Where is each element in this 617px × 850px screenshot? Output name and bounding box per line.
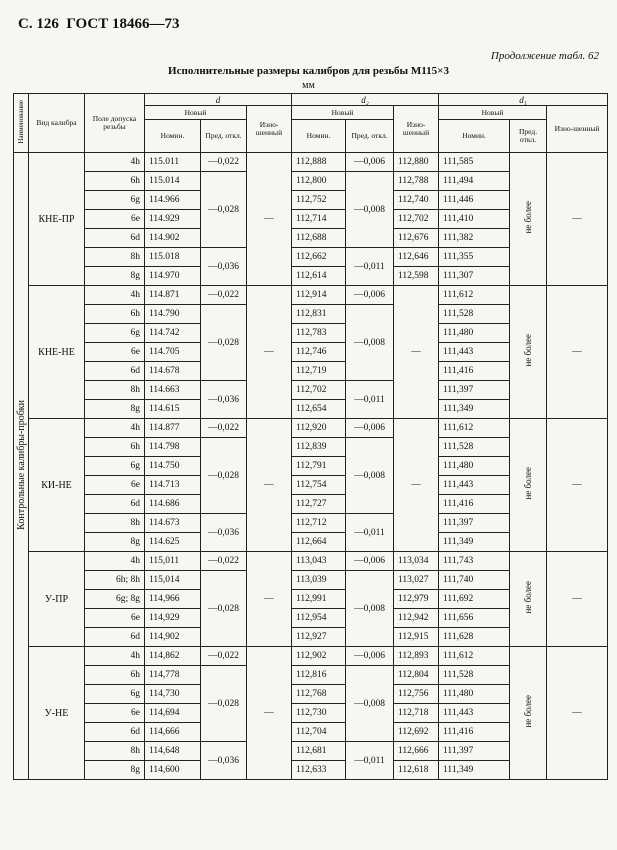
kind-cell: КНЕ-НЕ (29, 286, 85, 419)
d1-nom-cell: 111,349 (439, 400, 510, 419)
d-nom-cell: 114.686 (145, 495, 201, 514)
d2-nom-cell: 112,902 (292, 647, 346, 666)
d-worn-cell: — (247, 286, 292, 419)
col-header-d-worn: Изно-шенный (247, 106, 292, 153)
col-header-d: d (145, 94, 292, 106)
d1-nom-cell: 111,528 (439, 438, 510, 457)
d2-worn-cell: 112,718 (394, 704, 439, 723)
d-dev-cell: —0,028 (201, 666, 247, 742)
d1-nom-cell: 111,443 (439, 704, 510, 723)
d-nom-cell: 114,666 (145, 723, 201, 742)
d2-nom-cell: 112,791 (292, 457, 346, 476)
d2-nom-cell: 112,914 (292, 286, 346, 305)
d2-worn-cell: 112,740 (394, 191, 439, 210)
tolerance-cell: 4h (85, 419, 145, 438)
d1-nom-cell: 111,382 (439, 229, 510, 248)
tolerance-cell: 8h (85, 248, 145, 267)
d-nom-cell: 114.902 (145, 229, 201, 248)
d-dev-cell: —0,036 (201, 381, 247, 419)
d1-nom-cell: 111,656 (439, 609, 510, 628)
d2-worn-cell: 112,702 (394, 210, 439, 229)
d2-worn-cell: 112,804 (394, 666, 439, 685)
d-dev-cell: —0,036 (201, 514, 247, 552)
d-worn-cell: — (247, 647, 292, 780)
kind-cell: У-НЕ (29, 647, 85, 780)
d2-nom-cell: 112,783 (292, 324, 346, 343)
d-dev-cell: —0,028 (201, 305, 247, 381)
d1-worn-cell: — (547, 647, 608, 780)
d2-nom-cell: 112,712 (292, 514, 346, 533)
d1-nom-cell: 111,416 (439, 362, 510, 381)
d2-nom-cell: 112,730 (292, 704, 346, 723)
d2-worn-cell: — (394, 286, 439, 419)
d1-nom-cell: 111,416 (439, 495, 510, 514)
d2-nom-cell: 112,662 (292, 248, 346, 267)
d-nom-cell: 114,966 (145, 590, 201, 609)
d-dev-cell: —0,022 (201, 286, 247, 305)
tolerance-cell: 6g (85, 685, 145, 704)
d-nom-cell: 114.673 (145, 514, 201, 533)
d-nom-cell: 114.705 (145, 343, 201, 362)
col-header-name: Наименование (14, 94, 29, 153)
d2-dev-cell: —0,008 (346, 571, 394, 647)
d1-nom-cell: 111,397 (439, 381, 510, 400)
d2-worn-cell: 112,979 (394, 590, 439, 609)
d2-nom-cell: 112,681 (292, 742, 346, 761)
d2-dev-cell: —0,008 (346, 172, 394, 248)
d1-nom-cell: 111,355 (439, 248, 510, 267)
d-nom-cell: 114,694 (145, 704, 201, 723)
d1-nom-cell: 111,446 (439, 191, 510, 210)
tolerance-cell: 8g (85, 533, 145, 552)
d2-worn-cell: 112,676 (394, 229, 439, 248)
col-header-d-nom: Номин. (145, 120, 201, 153)
d1-nom-cell: 111,612 (439, 647, 510, 666)
d1-nom-cell: 111,740 (439, 571, 510, 590)
col-header-tolerance: Поле допуска резьбы (85, 94, 145, 153)
d2-dev-cell: —0,006 (346, 286, 394, 305)
d2-worn-cell: 112,646 (394, 248, 439, 267)
d1-dev-cell: не более (510, 286, 547, 419)
d-dev-cell: —0,036 (201, 742, 247, 780)
d2-nom-cell: 112,702 (292, 381, 346, 400)
col-header-d2-dev: Пред. откл. (346, 120, 394, 153)
d2-worn-cell: 112,880 (394, 153, 439, 172)
d2-worn-cell: 113,027 (394, 571, 439, 590)
d-worn-cell: — (247, 153, 292, 286)
d-nom-cell: 114,929 (145, 609, 201, 628)
d2-worn-cell: 112,618 (394, 761, 439, 780)
d1-nom-cell: 111,307 (439, 267, 510, 286)
d2-nom-cell: 113,043 (292, 552, 346, 571)
d1-nom-cell: 111,397 (439, 514, 510, 533)
d2-nom-cell: 112,991 (292, 590, 346, 609)
d2-nom-cell: 112,688 (292, 229, 346, 248)
d2-dev-cell: —0,008 (346, 438, 394, 514)
d-dev-cell: —0,036 (201, 248, 247, 286)
d-nom-cell: 115,014 (145, 571, 201, 590)
d2-nom-cell: 112,754 (292, 476, 346, 495)
d1-nom-cell: 111,612 (439, 419, 510, 438)
d1-dev-cell: не более (510, 153, 547, 286)
d1-nom-cell: 111,480 (439, 685, 510, 704)
d-dev-cell: —0,028 (201, 438, 247, 514)
d2-nom-cell: 112,704 (292, 723, 346, 742)
d-nom-cell: 114.750 (145, 457, 201, 476)
d1-nom-cell: 111,528 (439, 305, 510, 324)
col-header-kind: Вид калибра (29, 94, 85, 153)
d1-nom-cell: 111,480 (439, 324, 510, 343)
col-header-d2-worn: Изно-шенный (394, 106, 439, 153)
d1-nom-cell: 111,349 (439, 761, 510, 780)
table-row (14, 419, 608, 438)
d2-dev-cell: —0,006 (346, 419, 394, 438)
table-row (14, 552, 608, 571)
table-row (14, 647, 608, 666)
d-nom-cell: 114.678 (145, 362, 201, 381)
d2-worn-cell: 112,666 (394, 742, 439, 761)
d-nom-cell: 114.625 (145, 533, 201, 552)
tolerance-cell: 4h (85, 153, 145, 172)
d2-dev-cell: —0,011 (346, 381, 394, 419)
d-nom-cell: 114.713 (145, 476, 201, 495)
d-nom-cell: 114.970 (145, 267, 201, 286)
col-header-d2-new: Новый (292, 106, 394, 120)
d-nom-cell: 115.011 (145, 153, 201, 172)
d2-dev-cell: —0,006 (346, 647, 394, 666)
d1-nom-cell: 111,410 (439, 210, 510, 229)
tolerance-cell: 6d (85, 628, 145, 647)
d1-nom-cell: 111,585 (439, 153, 510, 172)
col-header-d1-worn: Изно-шенный (547, 106, 608, 153)
d2-dev-cell: —0,006 (346, 153, 394, 172)
d2-worn-cell: 112,942 (394, 609, 439, 628)
d2-nom-cell: 112,768 (292, 685, 346, 704)
d2-worn-cell: — (394, 419, 439, 552)
tolerance-cell: 6d (85, 723, 145, 742)
d2-nom-cell: 112,831 (292, 305, 346, 324)
d2-dev-cell: —0,011 (346, 742, 394, 780)
table-row (14, 153, 608, 172)
tolerance-cell: 8g (85, 400, 145, 419)
d-nom-cell: 114.877 (145, 419, 201, 438)
d1-nom-cell: 111,349 (439, 533, 510, 552)
table-title: Исполнительные размеры калибров для резьбы М115×3 (168, 65, 449, 77)
tolerance-cell: 4h (85, 552, 145, 571)
d2-dev-cell: —0,006 (346, 552, 394, 571)
d2-worn-cell: 112,692 (394, 723, 439, 742)
d-nom-cell: 114,730 (145, 685, 201, 704)
d-dev-cell: —0,028 (201, 571, 247, 647)
d2-worn-cell: 112,756 (394, 685, 439, 704)
tolerance-cell: 6e (85, 343, 145, 362)
d2-nom-cell: 112,816 (292, 666, 346, 685)
d2-nom-cell: 113,039 (292, 571, 346, 590)
group-label-cell: Контрольные калибры-пробки (14, 153, 29, 780)
tolerance-cell: 6e (85, 210, 145, 229)
tolerance-cell: 8g (85, 761, 145, 780)
tolerance-cell: 6h; 8h (85, 571, 145, 590)
d-dev-cell: —0,022 (201, 647, 247, 666)
d1-dev-cell: не более (510, 552, 547, 647)
d-nom-cell: 114,648 (145, 742, 201, 761)
d-nom-cell: 114.790 (145, 305, 201, 324)
standard-id: ГОСТ 18466—73 (66, 16, 180, 32)
d2-worn-cell: 112,893 (394, 647, 439, 666)
d-dev-cell: —0,022 (201, 552, 247, 571)
tolerance-cell: 8h (85, 742, 145, 761)
d2-nom-cell: 112,752 (292, 191, 346, 210)
d-nom-cell: 114.798 (145, 438, 201, 457)
tolerance-cell: 6h (85, 666, 145, 685)
d2-worn-cell: 112,598 (394, 267, 439, 286)
d1-nom-cell: 111,743 (439, 552, 510, 571)
page-number: С. 126 (18, 16, 59, 32)
d1-worn-cell: — (547, 153, 608, 286)
col-header-d1-dev: Пред. откл. (510, 120, 547, 153)
d2-dev-cell: —0,008 (346, 305, 394, 381)
d2-nom-cell: 112,654 (292, 400, 346, 419)
kind-cell: КИ-НЕ (29, 419, 85, 552)
d1-nom-cell: 111,528 (439, 666, 510, 685)
d1-nom-cell: 111,443 (439, 343, 510, 362)
d-nom-cell: 114,778 (145, 666, 201, 685)
tolerance-cell: 6d (85, 362, 145, 381)
tolerance-cell: 4h (85, 286, 145, 305)
d-nom-cell: 114,862 (145, 647, 201, 666)
d-nom-cell: 114.615 (145, 400, 201, 419)
tolerance-cell: 6e (85, 476, 145, 495)
kind-cell: КНЕ-ПР (29, 153, 85, 286)
dimensions-table (13, 93, 608, 780)
tolerance-cell: 6h (85, 305, 145, 324)
d2-worn-cell: 112,788 (394, 172, 439, 191)
table-row (14, 286, 608, 305)
kind-cell: У-ПР (29, 552, 85, 647)
tolerance-cell: 6g; 8g (85, 590, 145, 609)
tolerance-cell: 6g (85, 457, 145, 476)
d2-nom-cell: 112,614 (292, 267, 346, 286)
d2-nom-cell: 112,888 (292, 153, 346, 172)
tolerance-cell: 4h (85, 647, 145, 666)
d-nom-cell: 114.742 (145, 324, 201, 343)
d1-nom-cell: 111,692 (439, 590, 510, 609)
continuation-label: Продолжение табл. 62 (490, 50, 599, 62)
tolerance-cell: 6g (85, 191, 145, 210)
d2-worn-cell: 112,915 (394, 628, 439, 647)
tolerance-cell: 8h (85, 514, 145, 533)
col-header-d-dev: Пред. откл. (201, 120, 247, 153)
d-nom-cell: 115.018 (145, 248, 201, 267)
d1-nom-cell: 111,628 (439, 628, 510, 647)
col-header-d2-nom: Номин. (292, 120, 346, 153)
d1-worn-cell: — (547, 552, 608, 647)
d2-nom-cell: 112,719 (292, 362, 346, 381)
d1-dev-cell: не более (510, 647, 547, 780)
d2-nom-cell: 112,954 (292, 609, 346, 628)
d1-nom-cell: 111,480 (439, 457, 510, 476)
col-header-d1-new: Новый (439, 106, 547, 120)
d1-nom-cell: 111,416 (439, 723, 510, 742)
d2-worn-cell: 113,034 (394, 552, 439, 571)
d1-nom-cell: 111,612 (439, 286, 510, 305)
d-nom-cell: 114.929 (145, 210, 201, 229)
d2-nom-cell: 112,633 (292, 761, 346, 780)
tolerance-cell: 8h (85, 381, 145, 400)
tolerance-cell: 6e (85, 704, 145, 723)
d-nom-cell: 114.663 (145, 381, 201, 400)
tolerance-cell: 6d (85, 229, 145, 248)
d-dev-cell: —0,028 (201, 172, 247, 248)
col-header-d-new: Новый (145, 106, 247, 120)
d1-nom-cell: 111,397 (439, 742, 510, 761)
d1-nom-cell: 111,443 (439, 476, 510, 495)
d-worn-cell: — (247, 552, 292, 647)
tolerance-cell: 6h (85, 438, 145, 457)
col-header-d1-nom: Номин. (439, 120, 510, 153)
d-dev-cell: —0,022 (201, 419, 247, 438)
d2-nom-cell: 112,664 (292, 533, 346, 552)
d-nom-cell: 114.871 (145, 286, 201, 305)
d-nom-cell: 115,011 (145, 552, 201, 571)
d2-nom-cell: 112,727 (292, 495, 346, 514)
d2-nom-cell: 112,920 (292, 419, 346, 438)
d1-worn-cell: — (547, 286, 608, 419)
d2-dev-cell: —0,011 (346, 514, 394, 552)
d2-dev-cell: —0,011 (346, 248, 394, 286)
tolerance-cell: 6d (85, 495, 145, 514)
d-nom-cell: 114.966 (145, 191, 201, 210)
d1-nom-cell: 111,494 (439, 172, 510, 191)
d2-nom-cell: 112,746 (292, 343, 346, 362)
d1-worn-cell: — (547, 419, 608, 552)
d-worn-cell: — (247, 419, 292, 552)
d-dev-cell: —0,022 (201, 153, 247, 172)
tolerance-cell: 6g (85, 324, 145, 343)
tolerance-cell: 6h (85, 172, 145, 191)
col-header-d1: d₁ (439, 94, 608, 106)
d-nom-cell: 114,600 (145, 761, 201, 780)
d2-dev-cell: —0,008 (346, 666, 394, 742)
d2-nom-cell: 112,839 (292, 438, 346, 457)
units-label: мм (302, 80, 315, 91)
d2-nom-cell: 112,800 (292, 172, 346, 191)
tolerance-cell: 6e (85, 609, 145, 628)
d2-nom-cell: 112,714 (292, 210, 346, 229)
tolerance-cell: 8g (85, 267, 145, 286)
d2-nom-cell: 112,927 (292, 628, 346, 647)
d1-dev-cell: не более (510, 419, 547, 552)
page-header (18, 16, 179, 33)
d-nom-cell: 114,902 (145, 628, 201, 647)
col-header-d2: d₂ (292, 94, 439, 106)
d-nom-cell: 115.014 (145, 172, 201, 191)
